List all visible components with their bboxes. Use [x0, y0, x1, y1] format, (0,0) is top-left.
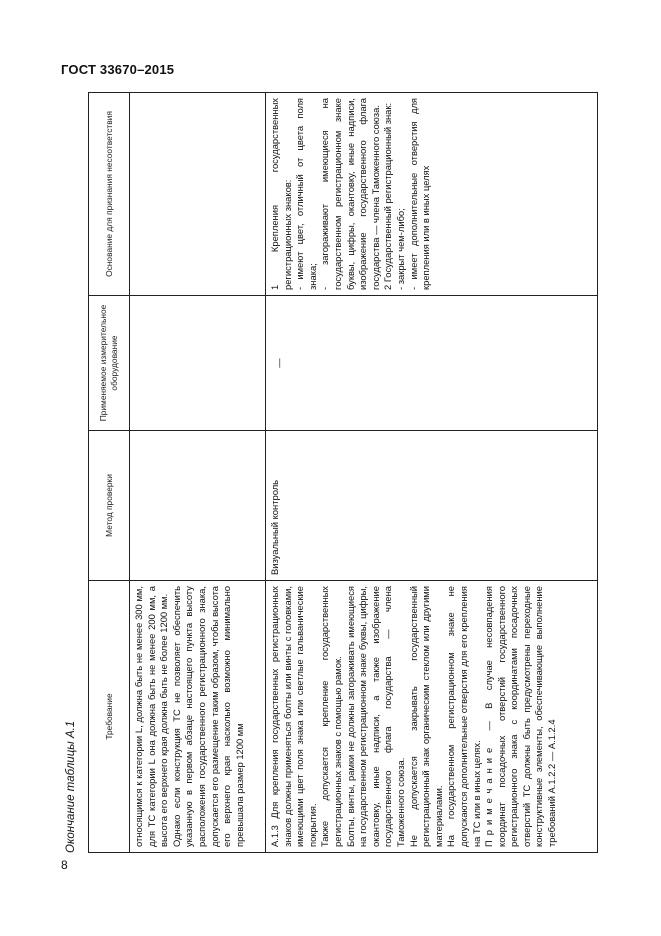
basis-cell [130, 93, 266, 296]
requirement-cell [266, 581, 598, 853]
requirement-cell [130, 581, 266, 853]
standard-header: ГОСТ 33670–2015 [61, 62, 175, 77]
column-header-method: Метод проверки [89, 431, 130, 581]
note-text: — В случае несовпадения координат посадочных отверстий государственного регистрационного знака с координатами посадочных отверстий ТС должны быть предусмотрены переходные конструктивные элементы, обеспечивающие выполнение требований А.1.2.2 — А.1.2.4 [483, 586, 558, 847]
basis-cell [266, 93, 598, 296]
equipment-cell [130, 296, 266, 431]
column-header-basis: Основание для признания несоответствия [89, 93, 130, 296]
requirement-note [483, 586, 559, 847]
method-cell [266, 431, 598, 581]
table-caption: Окончание таблицы А.1 [65, 720, 77, 853]
column-header-requirement: Требование [89, 581, 130, 853]
rotated-table-block [63, 93, 598, 853]
note-title: Примечание [483, 742, 495, 847]
method-text: Визуальный контроль [269, 479, 280, 575]
table-row [266, 93, 598, 853]
table-header-row [89, 93, 130, 853]
equipment-dash: — [273, 358, 284, 368]
column-header-equipment: Применяемое измерительное оборудование [89, 296, 130, 431]
requirement-text: А.1.3 Для крепления государственных регистрационных знаков должны применяться болты или винты с головками, имеющими цвет поля знака или светлые гальванические покрытия. Также допускается крепление государственных регистрационных знаков с помощью рамок. Болты, винты, рамки не должны загораживать имеющиеся на государственном регистрационном знаке буквы, цифры, окантовку, иные надписи, а также изображение государственного флага государства — члена Таможенного союза. Не допускается закрывать государственный регистрационный знак органическим стеклом или другими материалами. На государственном регистрационном знаке не допускаются дополнительные отверстия для его крепления на ТС или в иных целях. [269, 586, 482, 847]
inspection-table [88, 92, 598, 853]
method-cell [130, 431, 266, 581]
page-number: 8 [61, 858, 68, 872]
basis-text: 1 Крепления государственных регистрационных знаков: - имеют цвет, отличный от цвета поля знака; - загораживают имеющиеся на государственном регистрационном знаке буквы, цифры, окантовку, иные надписи, изображение государственного флага государства — члена Таможенного союза. 2 Государственный регистрационный знак: - закрыт чем-либо; - имеет дополнительные отверстия для крепления или в иных целях [269, 98, 432, 290]
table-row [130, 93, 266, 853]
requirement-text: относящимся к категории L, должна быть не менее 300 мм, для ТС категории L она должна быть не менее 200 мм, а высота его верхнего края должна быть не более 1200 мм. Однако если конструкция ТС не позволяет обеспечить указанную в первом абзаце настоящего пункта высоту расположения государственного регистрационного знака, допускается его размещение таким образом, чтобы высота его верхнего края насколько возможно минимально превышала размер 1200 мм [133, 586, 245, 847]
equipment-cell [266, 296, 598, 431]
